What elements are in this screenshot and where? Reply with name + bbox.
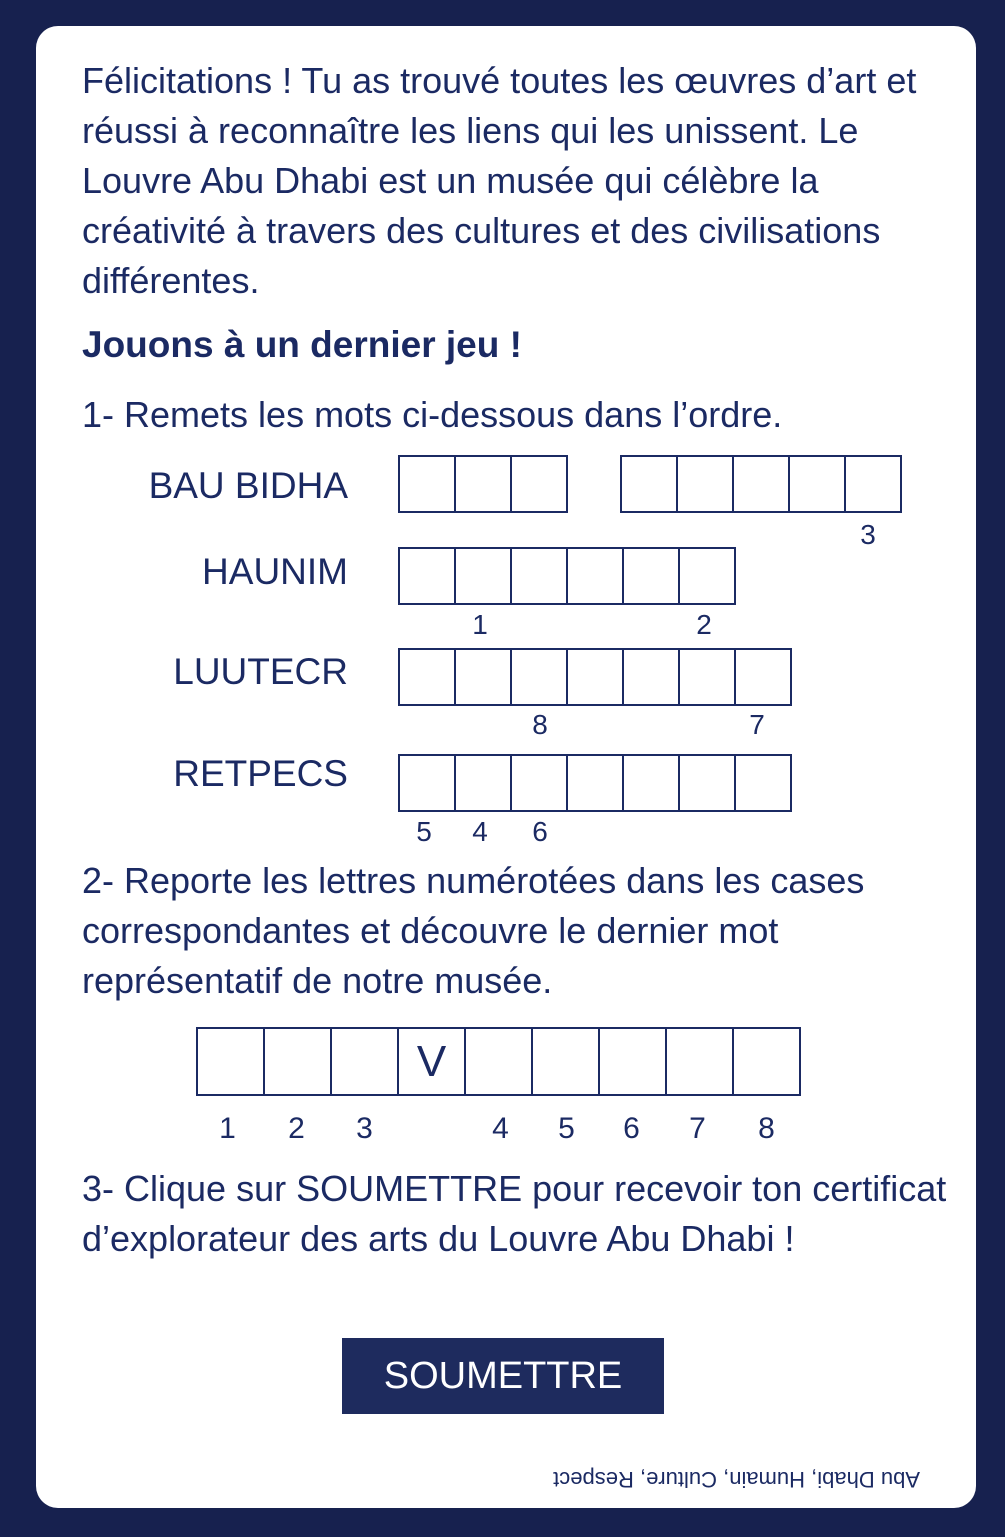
letter-box[interactable] [844, 455, 902, 513]
letter-box[interactable] [510, 648, 568, 706]
final-number: 6 [623, 1112, 640, 1145]
letter-box[interactable] [678, 754, 736, 812]
final-number: 3 [356, 1112, 373, 1145]
letter-box[interactable] [622, 648, 680, 706]
final-letter-box[interactable] [330, 1027, 399, 1096]
letter-box[interactable] [398, 455, 456, 513]
letter-box[interactable] [566, 547, 624, 605]
answer-boxes-humain[interactable] [398, 547, 736, 605]
final-number: 5 [558, 1112, 575, 1145]
footer-rotated-text: Abu Dhabi, Humain, Culture, Respect [553, 1467, 920, 1492]
final-letter-box[interactable] [732, 1027, 801, 1096]
final-letter-box[interactable] [665, 1027, 734, 1096]
letter-number: 8 [532, 709, 548, 740]
word-label-haunim: HAUNIM [202, 551, 348, 592]
submit-button[interactable]: SOUMETTRE [342, 1338, 664, 1414]
letter-number: 3 [860, 519, 876, 550]
final-letter-box[interactable] [464, 1027, 533, 1096]
intro-text: Félicitations ! Tu as trouvé toutes les œuvres d’art et réussi à reconnaître les liens qui les unissent. Le Louvre Abu Dhabi est un musée qui célèbre la créativité à travers des cultures et des civilisations différentes. [82, 60, 917, 301]
letter-number: 1 [472, 609, 488, 640]
final-letter-box[interactable] [531, 1027, 600, 1096]
final-number: 1 [219, 1112, 236, 1145]
letter-box[interactable] [678, 648, 736, 706]
word-label-retpecs: RETPECS [173, 753, 348, 794]
step2-instruction: 2- Reporte les lettres numérotées dans les cases correspondantes et découvre le dernier mot représentatif de notre musée. [82, 860, 865, 1001]
final-number: 2 [288, 1112, 305, 1145]
letter-number: 6 [532, 816, 548, 847]
letter-box[interactable] [454, 648, 512, 706]
letter-box[interactable] [454, 455, 512, 513]
letter-box[interactable] [566, 648, 624, 706]
word-label-luutecr: LUUTECR [173, 651, 348, 692]
game-heading: Jouons à un dernier jeu ! [82, 324, 522, 365]
answer-boxes-culture[interactable] [398, 648, 792, 706]
letter-box[interactable] [398, 754, 456, 812]
answer-boxes-respect[interactable] [398, 754, 792, 812]
letter-box[interactable] [676, 455, 734, 513]
letter-box[interactable] [732, 455, 790, 513]
letter-box[interactable] [566, 754, 624, 812]
final-letter-box[interactable] [263, 1027, 332, 1096]
letter-box[interactable] [620, 455, 678, 513]
game-card [36, 26, 976, 1508]
final-letter-box[interactable] [598, 1027, 667, 1096]
letter-box[interactable] [454, 754, 512, 812]
step3-instruction: 3- Clique sur SOUMETTRE pour recevoir ton certificat d’explorateur des arts du Louvre Abu Dhabi ! [82, 1168, 947, 1259]
final-letter-box-given: V [397, 1027, 466, 1096]
letter-box[interactable] [398, 547, 456, 605]
letter-box[interactable] [510, 455, 568, 513]
letter-box[interactable] [678, 547, 736, 605]
letter-box[interactable] [788, 455, 846, 513]
letter-number: 7 [749, 709, 765, 740]
answer-boxes-abu[interactable] [398, 455, 568, 513]
letter-box[interactable] [454, 547, 512, 605]
letter-box[interactable] [398, 648, 456, 706]
final-number: 7 [689, 1112, 706, 1145]
step1-instruction: 1- Remets les mots ci-dessous dans l’ordre. [82, 394, 783, 435]
letter-box[interactable] [734, 754, 792, 812]
final-number: 4 [492, 1112, 509, 1145]
letter-box[interactable] [622, 754, 680, 812]
answer-boxes-dhabi[interactable] [620, 455, 902, 513]
letter-box[interactable] [510, 547, 568, 605]
final-letter-box[interactable] [196, 1027, 265, 1096]
final-number: 8 [758, 1112, 775, 1145]
letter-number: 4 [472, 816, 488, 847]
final-word-boxes[interactable] [196, 1027, 801, 1096]
letter-number: 2 [696, 609, 712, 640]
word-label-bau-bidha: BAU BIDHA [148, 465, 348, 506]
letter-box[interactable] [622, 547, 680, 605]
letter-number: 5 [416, 816, 432, 847]
letter-box[interactable] [734, 648, 792, 706]
letter-box[interactable] [510, 754, 568, 812]
